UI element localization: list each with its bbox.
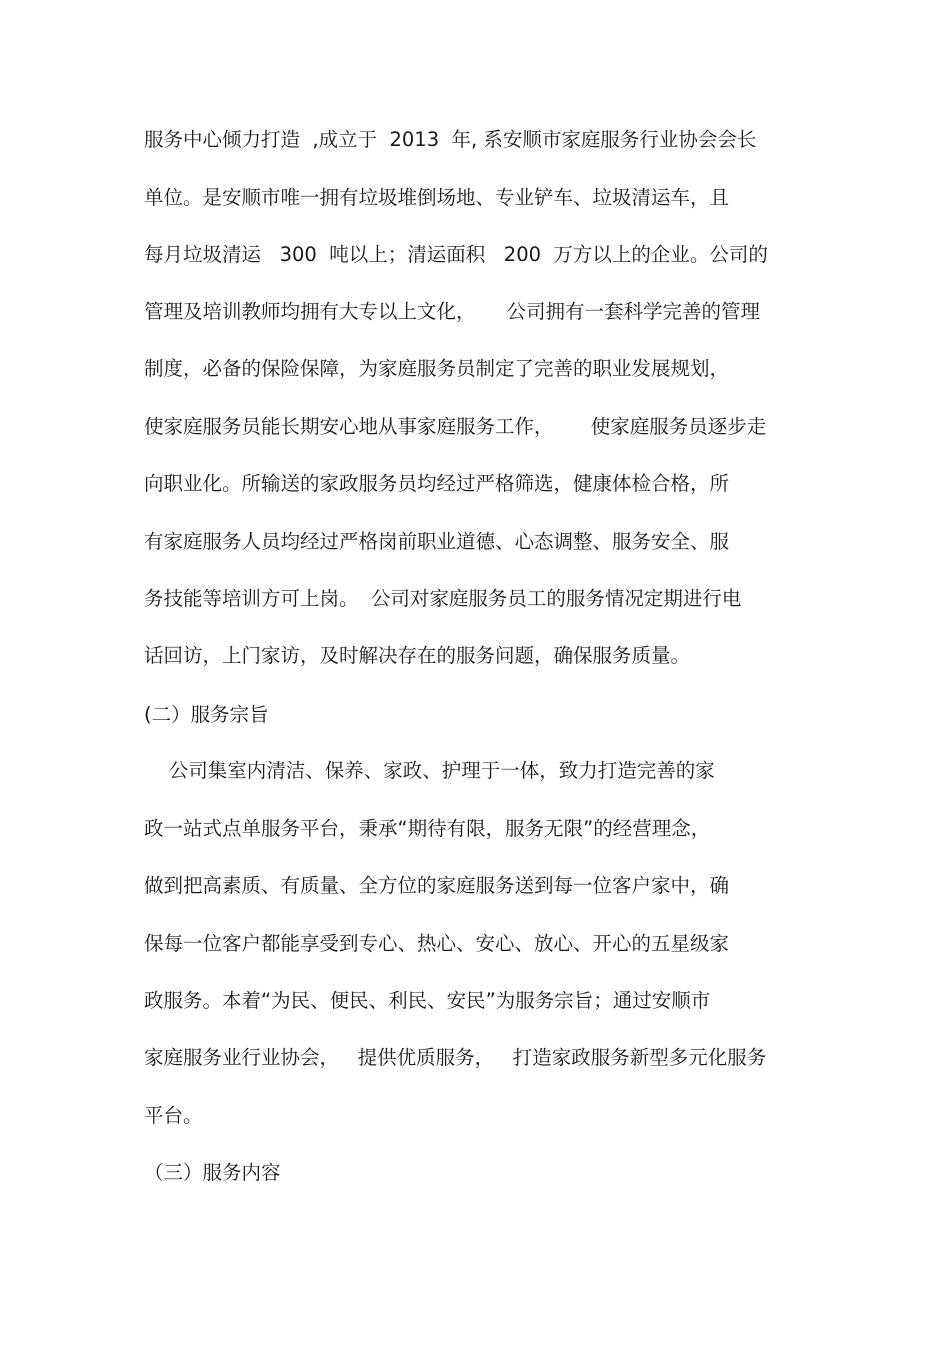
body-text-line: 制度，必备的保险保障，为家庭服务员制定了完善的职业发展规划， xyxy=(144,357,730,380)
body-text-line: 务技能等培训方可上岗。 公司对家庭服务员工的服务情况定期进行电 xyxy=(144,587,742,610)
section-heading-purpose: (二）服务宗旨 xyxy=(144,703,269,726)
body-text-line: 做到把高素质、有质量、全方位的家庭服务送到每一位客户家中，确 xyxy=(144,874,730,897)
body-text-line: 使家庭服务员能长期安心地从事家庭服务工作， 使家庭服务员逐步走 xyxy=(144,415,767,438)
body-text-line: 政一站式点单服务平台，秉承“期待有限，服务无限”的经营理念， xyxy=(144,817,711,840)
body-text-line: 公司集室内清洁、保养、家政、护理于一体，致力打造完善的家 xyxy=(144,759,715,782)
body-text-line: 向职业化。所输送的家政服务员均经过严格筛选，健康体检合格，所 xyxy=(144,472,730,495)
body-text-line: 单位。是安顺市唯一拥有垃圾堆倒场地、专业铲车、垃圾清运车，且 xyxy=(144,186,730,209)
body-text-line: 有家庭服务人员均经过严格岗前职业道德、心态调整、服务安全、服 xyxy=(144,530,730,553)
body-text-line: 平台。 xyxy=(144,1104,203,1127)
body-text-line: 家庭服务业行业协会， 提供优质服务， 打造家政服务新型多元化服务 xyxy=(144,1046,767,1069)
body-text-line: 保每一位客户都能享受到专心、热心、安心、放心、开心的五星级家 xyxy=(144,932,730,955)
body-text-line: 每月垃圾清运 300 吨以上；清运面积 200 万方以上的企业。公司的 xyxy=(144,243,768,266)
body-text-line: 服务中心倾力打造 ,成立于 2013 年, 系安顺市家庭服务行业协会会长 xyxy=(144,128,757,151)
section-heading-content: （三）服务内容 xyxy=(144,1161,281,1184)
body-text-line: 政服务。本着“为民、便民、利民、安民”为服务宗旨；通过安顺市 xyxy=(144,989,711,1012)
body-text-line: 话回访，上门家访，及时解决存在的服务问题，确保服务质量。 xyxy=(144,644,691,667)
body-text-line: 管理及培训教师均拥有大专以上文化， 公司拥有一套科学完善的管理 xyxy=(144,300,760,323)
